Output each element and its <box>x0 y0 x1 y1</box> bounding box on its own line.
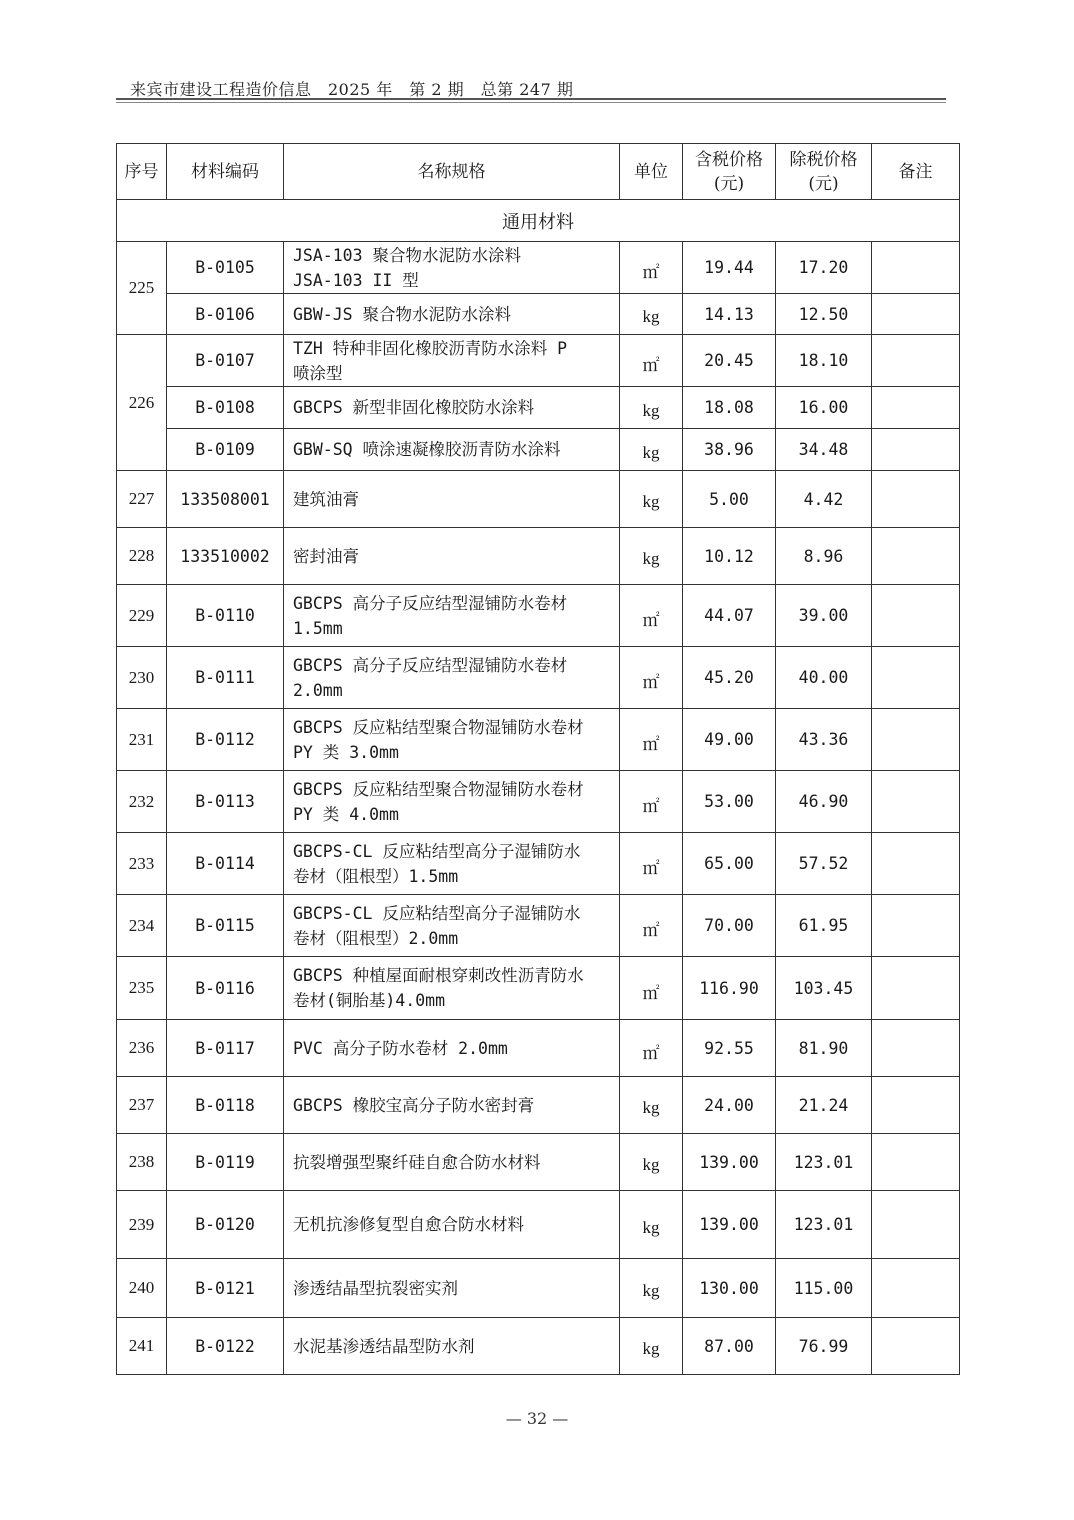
row-code: B-0114 <box>167 833 284 895</box>
row-price-notax: 57.52 <box>776 833 872 895</box>
col-header-seq: 序号 <box>117 144 167 200</box>
row-name-line2: 喷涂型 <box>293 363 343 383</box>
row-remark <box>872 1020 960 1077</box>
row-price-tax: 70.00 <box>683 895 776 957</box>
row-price-notax: 115.00 <box>776 1259 872 1318</box>
row-code: B-0118 <box>167 1077 284 1134</box>
row-price-notax: 18.10 <box>776 335 872 387</box>
table-row <box>117 647 960 709</box>
row-remark <box>872 471 960 528</box>
row-price-notax: 21.24 <box>776 1077 872 1134</box>
row-price-notax: 17.20 <box>776 242 872 294</box>
row-seq: 233 <box>117 833 167 895</box>
row-price-tax: 139.00 <box>683 1191 776 1259</box>
row-price-notax: 39.00 <box>776 585 872 647</box>
row-unit: kg <box>620 1259 683 1318</box>
col-header-price-notax-line2: (元) <box>808 173 839 194</box>
row-name-line2: PY 类 4.0mm <box>293 804 399 824</box>
row-code: B-0112 <box>167 709 284 771</box>
row-price-notax: 123.01 <box>776 1191 872 1259</box>
col-header-price-notax <box>776 144 872 200</box>
row-seq: 230 <box>117 647 167 709</box>
row-price-notax: 40.00 <box>776 647 872 709</box>
row-code: B-0105 <box>167 242 284 294</box>
row-price-notax: 16.00 <box>776 387 872 429</box>
row-price-tax: 10.12 <box>683 528 776 585</box>
row-price-notax: 8.96 <box>776 528 872 585</box>
row-unit: ㎡ <box>620 709 683 771</box>
row-price-tax: 19.44 <box>683 242 776 294</box>
row-price-tax: 5.00 <box>683 471 776 528</box>
section-row <box>117 200 960 242</box>
row-price-tax: 49.00 <box>683 709 776 771</box>
row-name-line2: PY 类 3.0mm <box>293 742 399 762</box>
row-price-tax: 116.90 <box>683 957 776 1020</box>
row-unit: kg <box>620 1134 683 1191</box>
row-price-tax: 53.00 <box>683 771 776 833</box>
row-seq: 239 <box>117 1191 167 1259</box>
row-remark <box>872 335 960 387</box>
row-unit: ㎡ <box>620 957 683 1020</box>
table-row <box>117 335 960 387</box>
row-unit: kg <box>620 1318 683 1375</box>
row-remark <box>872 1259 960 1318</box>
row-unit: kg <box>620 387 683 429</box>
row-price-tax: 92.55 <box>683 1020 776 1077</box>
row-code: B-0111 <box>167 647 284 709</box>
header-rule <box>116 98 946 100</box>
table-row <box>117 585 960 647</box>
row-name-line2: 卷材（阻根型）2.0mm <box>293 928 459 948</box>
row-unit: ㎡ <box>620 335 683 387</box>
row-name: GBCPS 新型非固化橡胶防水涂料 <box>284 387 620 429</box>
row-unit: kg <box>620 471 683 528</box>
row-name-line1: GBCPS-CL 反应粘结型高分子湿铺防水 <box>293 903 581 923</box>
row-remark <box>872 647 960 709</box>
row-seq: 225 <box>117 242 167 335</box>
row-code: B-0120 <box>167 1191 284 1259</box>
table-row <box>117 294 960 335</box>
price-table <box>116 143 960 1375</box>
row-code: 133510002 <box>167 528 284 585</box>
row-name: 密封油膏 <box>284 528 620 585</box>
row-name: 渗透结晶型抗裂密实剂 <box>284 1259 620 1318</box>
row-remark <box>872 709 960 771</box>
row-code: B-0108 <box>167 387 284 429</box>
row-name: GBW-SQ 喷涂速凝橡胶沥青防水涂料 <box>284 429 620 471</box>
row-remark <box>872 1134 960 1191</box>
row-code: B-0119 <box>167 1134 284 1191</box>
table-row <box>117 1134 960 1191</box>
page-number: — 32 — <box>505 1409 569 1428</box>
section-title: 通用材料 <box>117 200 960 242</box>
row-unit: kg <box>620 528 683 585</box>
row-price-notax: 123.01 <box>776 1134 872 1191</box>
table-row <box>117 528 960 585</box>
col-header-price-tax-line2: (元) <box>713 173 745 194</box>
row-seq: 241 <box>117 1318 167 1375</box>
row-price-notax: 43.36 <box>776 709 872 771</box>
row-seq: 237 <box>117 1077 167 1134</box>
row-code: B-0122 <box>167 1318 284 1375</box>
col-header-price-notax-line1: 除税价格 <box>789 149 858 170</box>
row-name <box>284 895 620 957</box>
row-seq: 226 <box>117 335 167 471</box>
row-seq: 227 <box>117 471 167 528</box>
row-name-line2: 卷材(铜胎基)4.0mm <box>293 991 446 1010</box>
row-name: 建筑油膏 <box>284 471 620 528</box>
row-code: 133508001 <box>167 471 284 528</box>
row-price-tax: 24.00 <box>683 1077 776 1134</box>
header-rule-thin <box>116 102 946 103</box>
row-remark <box>872 771 960 833</box>
row-seq: 232 <box>117 771 167 833</box>
row-price-notax: 76.99 <box>776 1318 872 1375</box>
table-row <box>117 957 960 1020</box>
row-unit: kg <box>620 1077 683 1134</box>
row-price-tax: 65.00 <box>683 833 776 895</box>
publication-header: 来宾市建设工程造价信息 2025 年 第 2 期 总第 247 期 <box>130 80 574 99</box>
row-name-line1: GBCPS 种植屋面耐根穿刺改性沥青防水 <box>293 966 584 985</box>
row-price-notax: 46.90 <box>776 771 872 833</box>
row-price-tax: 130.00 <box>683 1259 776 1318</box>
row-price-tax: 45.20 <box>683 647 776 709</box>
row-remark <box>872 429 960 471</box>
table-row <box>117 895 960 957</box>
row-remark <box>872 528 960 585</box>
table-row <box>117 1259 960 1318</box>
row-remark <box>872 294 960 335</box>
row-code: B-0107 <box>167 335 284 387</box>
row-name <box>284 709 620 771</box>
row-remark <box>872 957 960 1020</box>
row-unit: ㎡ <box>620 1020 683 1077</box>
row-remark <box>872 1191 960 1259</box>
col-header-unit: 单位 <box>620 144 683 200</box>
row-seq: 236 <box>117 1020 167 1077</box>
row-unit: kg <box>620 294 683 335</box>
row-code: B-0121 <box>167 1259 284 1318</box>
row-name: 抗裂增强型聚纤硅自愈合防水材料 <box>284 1134 620 1191</box>
row-seq: 228 <box>117 528 167 585</box>
row-price-tax: 139.00 <box>683 1134 776 1191</box>
col-header-name: 名称规格 <box>284 144 620 200</box>
row-seq: 235 <box>117 957 167 1020</box>
row-remark <box>872 895 960 957</box>
row-name-line1: GBCPS 反应粘结型聚合物湿铺防水卷材 <box>293 779 584 799</box>
row-name: 无机抗渗修复型自愈合防水材料 <box>284 1191 620 1259</box>
table-row <box>117 709 960 771</box>
row-seq: 240 <box>117 1259 167 1318</box>
row-code: B-0110 <box>167 585 284 647</box>
row-code: B-0116 <box>167 957 284 1020</box>
row-seq: 229 <box>117 585 167 647</box>
row-unit: ㎡ <box>620 242 683 294</box>
row-unit: ㎡ <box>620 895 683 957</box>
row-unit: kg <box>620 1191 683 1259</box>
col-header-code: 材料编码 <box>167 144 284 200</box>
row-name <box>284 957 620 1020</box>
row-name-line1: GBCPS 高分子反应结型湿铺防水卷材 <box>293 655 568 675</box>
row-code: B-0113 <box>167 771 284 833</box>
row-code: B-0115 <box>167 895 284 957</box>
row-price-tax: 14.13 <box>683 294 776 335</box>
table-row <box>117 1077 960 1134</box>
table-row <box>117 1020 960 1077</box>
row-remark <box>872 1077 960 1134</box>
row-name: GBCPS 橡胶宝高分子防水密封膏 <box>284 1077 620 1134</box>
row-name <box>284 242 620 294</box>
row-remark <box>872 833 960 895</box>
row-unit: ㎡ <box>620 585 683 647</box>
row-seq: 234 <box>117 895 167 957</box>
row-price-notax: 81.90 <box>776 1020 872 1077</box>
table-row <box>117 771 960 833</box>
row-name-line1: GBCPS 反应粘结型聚合物湿铺防水卷材 <box>293 717 584 737</box>
row-code: B-0117 <box>167 1020 284 1077</box>
table-header-row <box>117 144 960 200</box>
col-header-remark: 备注 <box>872 144 960 200</box>
row-name: PVC 高分子防水卷材 2.0mm <box>284 1020 620 1077</box>
table-row <box>117 1318 960 1375</box>
row-price-notax: 103.45 <box>776 957 872 1020</box>
row-code: B-0106 <box>167 294 284 335</box>
table-row <box>117 242 960 294</box>
row-remark <box>872 585 960 647</box>
row-remark <box>872 387 960 429</box>
row-name: 水泥基渗透结晶型防水剂 <box>284 1318 620 1375</box>
row-name <box>284 647 620 709</box>
row-name-line1: JSA-103 聚合物水泥防水涂料 <box>293 245 521 265</box>
col-header-price-tax-line1: 含税价格 <box>695 149 763 170</box>
row-unit: kg <box>620 429 683 471</box>
row-remark <box>872 1318 960 1375</box>
row-name-line1: GBCPS-CL 反应粘结型高分子湿铺防水 <box>293 841 581 861</box>
row-price-tax: 20.45 <box>683 335 776 387</box>
col-header-price-tax <box>683 144 776 200</box>
row-unit: ㎡ <box>620 833 683 895</box>
row-seq: 231 <box>117 709 167 771</box>
row-seq: 238 <box>117 1134 167 1191</box>
row-price-tax: 87.00 <box>683 1318 776 1375</box>
row-name-line1: GBCPS 高分子反应结型湿铺防水卷材 <box>293 593 568 613</box>
table-row <box>117 1191 960 1259</box>
row-name: GBW-JS 聚合物水泥防水涂料 <box>284 294 620 335</box>
table-row <box>117 471 960 528</box>
row-name-line2: 1.5mm <box>293 618 343 638</box>
row-price-notax: 12.50 <box>776 294 872 335</box>
row-price-notax: 4.42 <box>776 471 872 528</box>
row-unit: ㎡ <box>620 771 683 833</box>
row-name-line2: JSA-103 II 型 <box>293 270 419 290</box>
row-name <box>284 771 620 833</box>
row-price-tax: 38.96 <box>683 429 776 471</box>
row-name <box>284 335 620 387</box>
table-row <box>117 387 960 429</box>
row-name-line2: 卷材（阻根型）1.5mm <box>293 866 459 886</box>
row-name <box>284 585 620 647</box>
row-remark <box>872 242 960 294</box>
row-price-tax: 44.07 <box>683 585 776 647</box>
table-row <box>117 833 960 895</box>
row-name-line2: 2.0mm <box>293 680 343 700</box>
row-price-notax: 34.48 <box>776 429 872 471</box>
row-price-notax: 61.95 <box>776 895 872 957</box>
row-name <box>284 833 620 895</box>
table-row <box>117 429 960 471</box>
row-unit: ㎡ <box>620 647 683 709</box>
row-price-tax: 18.08 <box>683 387 776 429</box>
row-code: B-0109 <box>167 429 284 471</box>
row-name-line1: TZH 特种非固化橡胶沥青防水涂料 P <box>293 338 568 358</box>
